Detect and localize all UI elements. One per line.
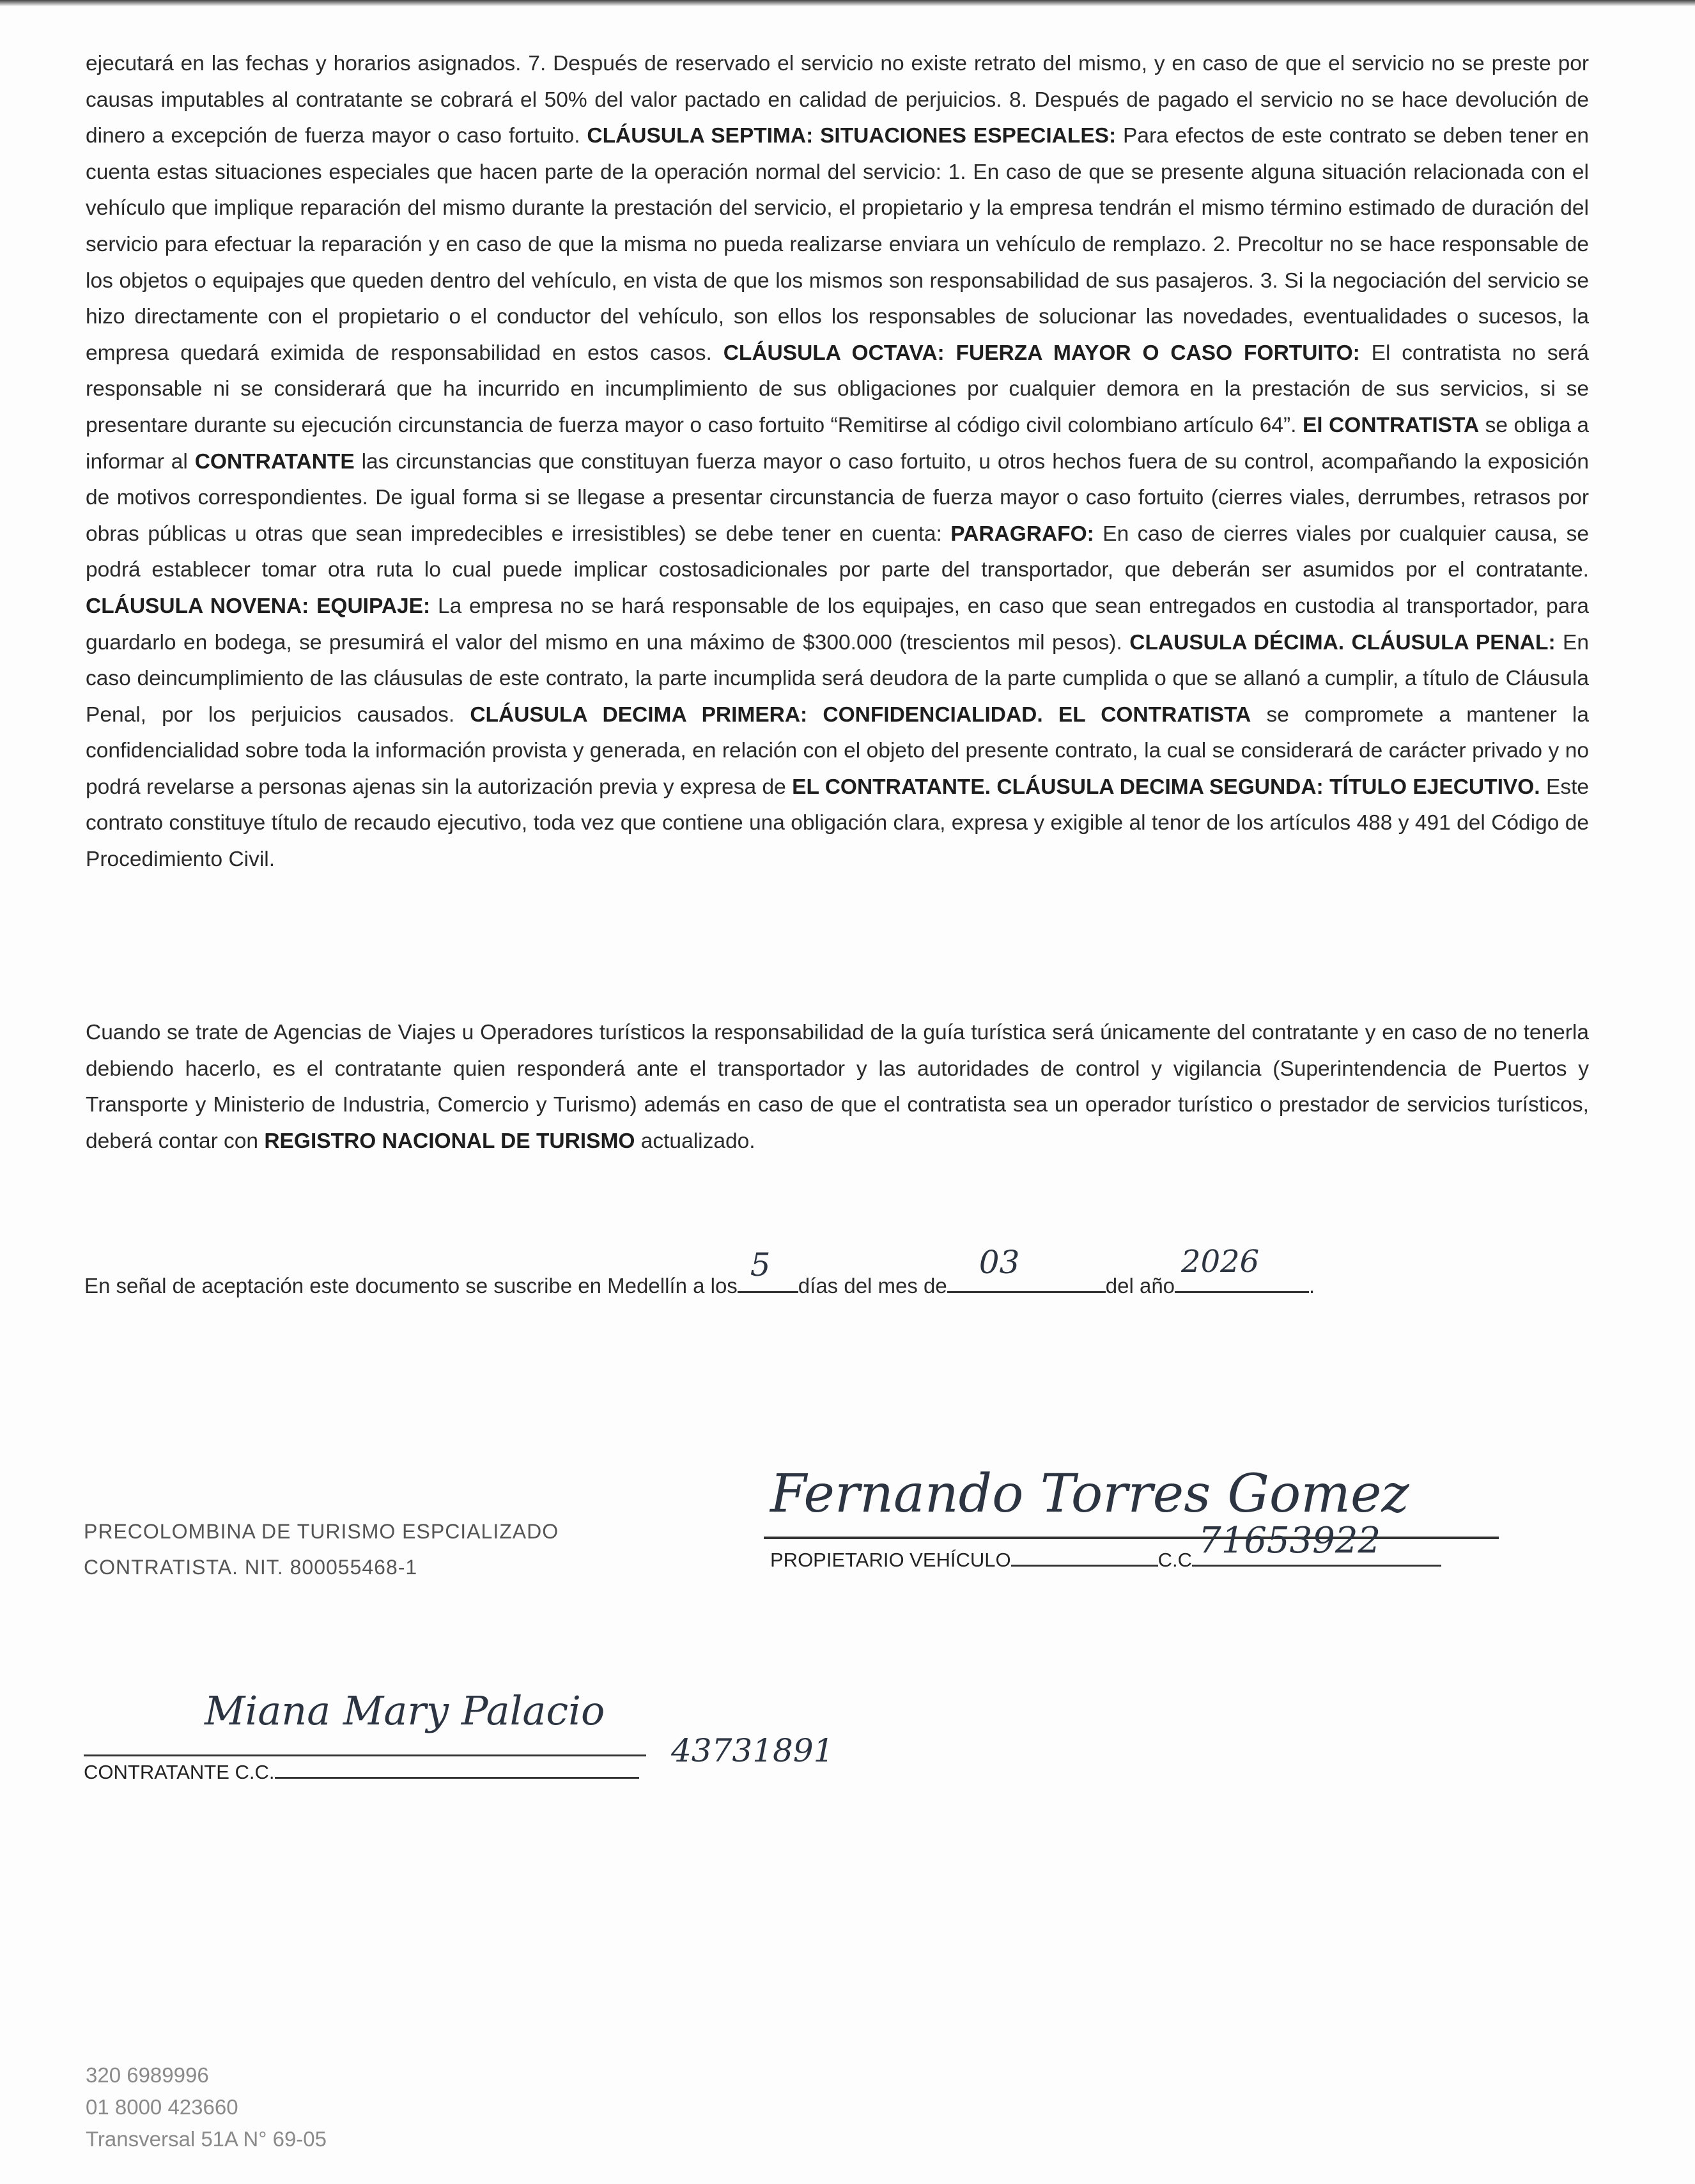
clause-heading: EL CONTRATANTE. CLÁUSULA DECIMA SEGUNDA: TÍTULO EJECUTIVO. (792, 775, 1540, 799)
owner-blank (1011, 1547, 1158, 1567)
month-field (947, 1244, 1106, 1293)
clause-heading: REGISTRO NACIONAL DE TURISMO (264, 1129, 635, 1153)
footer-address: Transversal 51A N° 69-05 (86, 2127, 327, 2151)
contractor-cc-handwritten: 43731891 (671, 1732, 834, 1769)
month-handwritten: 03 (979, 1244, 1020, 1281)
clause-text: las circunstancias que constituyan fuerza mayor o caso fortuito, u otros hechos fuera de su control, acompañando la exposición de motivos correspondientes. De igual forma si se llegase a presentar circunstancia de fuerza mayor o caso fortuito (cierres viales, derrumbes, retrasos por obras públicas u otras que sean impredecibles e irresistibles) se debe tener en cuenta: (86, 449, 1589, 546)
clause-text: Para efectos de este contrato se deben tener en cuenta estas situaciones especiales que hacen parte de la operación normal del servicio: 1. En caso de que se presente alguna situación relacionada con el vehículo que implique reparación del mismo durante la prestación del servicio, el propietario y la empresa tendrán el mismo término estimado de duración del servicio para efectuar la reparación y en caso de que la misma no pueda realizarse enviara un vehículo de remplazo. 2. Precoltur no se hace responsable de los objetos o equipajes que queden dentro del vehículo, en vista de que los mismos son responsabilidad de sus pasajeros. 3. Si la negociación del servicio se hizo directamente con el propietario o el conductor del vehículo, son ellos los responsables de solucionar las novedades, eventualidades o sucesos, la empresa quedará eximida de responsabilidad en estos casos. (86, 124, 1589, 365)
owner-signature: Fernando Torres Gomez (770, 1464, 1409, 1524)
contractor-signature: Miana Mary Palacio (205, 1687, 605, 1734)
clause-text: En caso de cierres viales por cualquier causa, se podrá establecer tomar otra ruta lo cual puede implicar costosadicionales por parte del transportador, que deberán ser asumidos por el contratante. (86, 522, 1589, 582)
footer-contact (86, 2059, 327, 2155)
clause-text: La empresa no se hará responsable de los equipajes, en caso que sean entregados en custodia al transportador, para guardarlo en bodega, se presumirá el valor del mismo en una máximo de $300.000 (trescientos mil pesos). (86, 594, 1589, 654)
footer-toll-free: 01 8000 423660 (86, 2095, 238, 2119)
clause-heading: CLÁUSULA NOVENA: EQUIPAJE: (86, 594, 431, 618)
tourism-agencies-paragraph (86, 1015, 1589, 1159)
clause-heading: El CONTRATISTA (1302, 413, 1480, 437)
company-nit: CONTRATISTA. NIT. 800055468-1 (84, 1556, 418, 1579)
day-handwritten: 5 (750, 1246, 771, 1283)
clause-heading: CLAUSULA DÉCIMA. CLÁUSULA PENAL: (1129, 630, 1556, 654)
year-field (1175, 1244, 1309, 1293)
clause-text: actualizado. (635, 1129, 755, 1153)
clause-text: El contratista no será responsable ni se considerará que ha incurrido en incumplimiento de sus obligaciones por cualquier demora en la prestación de sus servicios, si se presentare durante su ejecución circunstancia de fuerza mayor o caso fortuito “Remitirse al código civil colombiano artículo 64”. (86, 341, 1590, 437)
clause-text: Cuando se trate de Agencias de Viajes u Operadores turísticos la responsabilidad de la guía turística será únicamente del contratante y en caso de no tenerla debiendo hacerlo, es el contratante quien responderá ante el transportador y las autoridades de control y vigilancia (Superintendencia de Puertos y Transporte y Ministerio de Industria, Comercio y Turismo) además en caso de que el contratista sea un operador turístico o prestador de servicios turísticos, deberá contar con (86, 1021, 1589, 1153)
owner-cc-handwritten: 71653922 (1198, 1520, 1381, 1561)
clause-heading: CLÁUSULA SEPTIMA: SITUACIONES ESPECIALES: (587, 124, 1117, 148)
contractor-cc-field (275, 1759, 639, 1779)
clause-text: En caso deincumplimiento de las cláusulas de este contrato, la parte incumplida será deudora de la parte cumplida o que se allanó a cumplir, a título de Cláusula Penal, por los perjuicios causados. (86, 630, 1589, 727)
year-handwritten: 2026 (1181, 1244, 1260, 1280)
company-name: PRECOLOMBINA DE TURISMO ESPCIALIZADO (84, 1520, 559, 1543)
clause-text: Este contrato constituye título de recaudo ejecutivo, toda vez que contiene una obligación clara, expresa y exigible al tenor de los artículos 488 y 491 del Código de Procedimiento Civil. (86, 775, 1590, 872)
footer-phone: 320 6989996 (86, 2063, 209, 2087)
clause-text: se obliga a informar al (86, 413, 1589, 474)
clause-heading: PARAGRAFO: (950, 522, 1094, 546)
page-edge (0, 0, 1695, 6)
owner-signature-line (764, 1537, 1499, 1539)
contractor-line (84, 1759, 639, 1784)
acceptance-text-2: días del mes de (798, 1274, 947, 1297)
owner-cc-field (1192, 1520, 1441, 1567)
contract-clauses-paragraph (86, 46, 1589, 878)
contractor-label: CONTRATANTE C.C. (84, 1761, 275, 1783)
contractor-company-block (84, 1514, 559, 1585)
acceptance-end: . (1309, 1274, 1315, 1297)
clause-heading: CONTRATANTE (194, 449, 355, 474)
clause-text: ejecutará en las fechas y horarios asignados. 7. Después de reservado el servicio no existe retrato del mismo, y en caso de que el servicio no se preste por causas imputables al contratante se cobrará el 50% del valor pactado en calidad de perjuicios. 8. Después de pagado el servicio no se hace devolución de dinero a excepción de fuerza mayor o caso fortuito. (86, 52, 1589, 148)
acceptance-text-3: del año (1105, 1274, 1175, 1297)
acceptance-text-1: En señal de aceptación este documento se suscribe en Medellín a los (84, 1274, 738, 1297)
owner-line (770, 1520, 1441, 1572)
acceptance-line (84, 1244, 1315, 1298)
clause-text: se compromete a mantener la confidencialidad sobre toda la información provista y generada, en relación con el objeto del presente contrato, la cual se considerará de carácter privado y no podrá revelarse a personas ajenas sin la autorización previa y expresa de (86, 702, 1589, 799)
owner-cc-label: C.C (1157, 1549, 1193, 1571)
contractor-signature-line (84, 1754, 646, 1756)
day-field (738, 1246, 798, 1293)
clause-heading: CLÁUSULA OCTAVA: FUERZA MAYOR O CASO FORTUITO: (723, 341, 1360, 365)
clause-heading: CLÁUSULA DECIMA PRIMERA: CONFIDENCIALIDAD. EL CONTRATISTA (470, 702, 1251, 727)
owner-label: PROPIETARIO VEHÍCULO (770, 1549, 1011, 1571)
